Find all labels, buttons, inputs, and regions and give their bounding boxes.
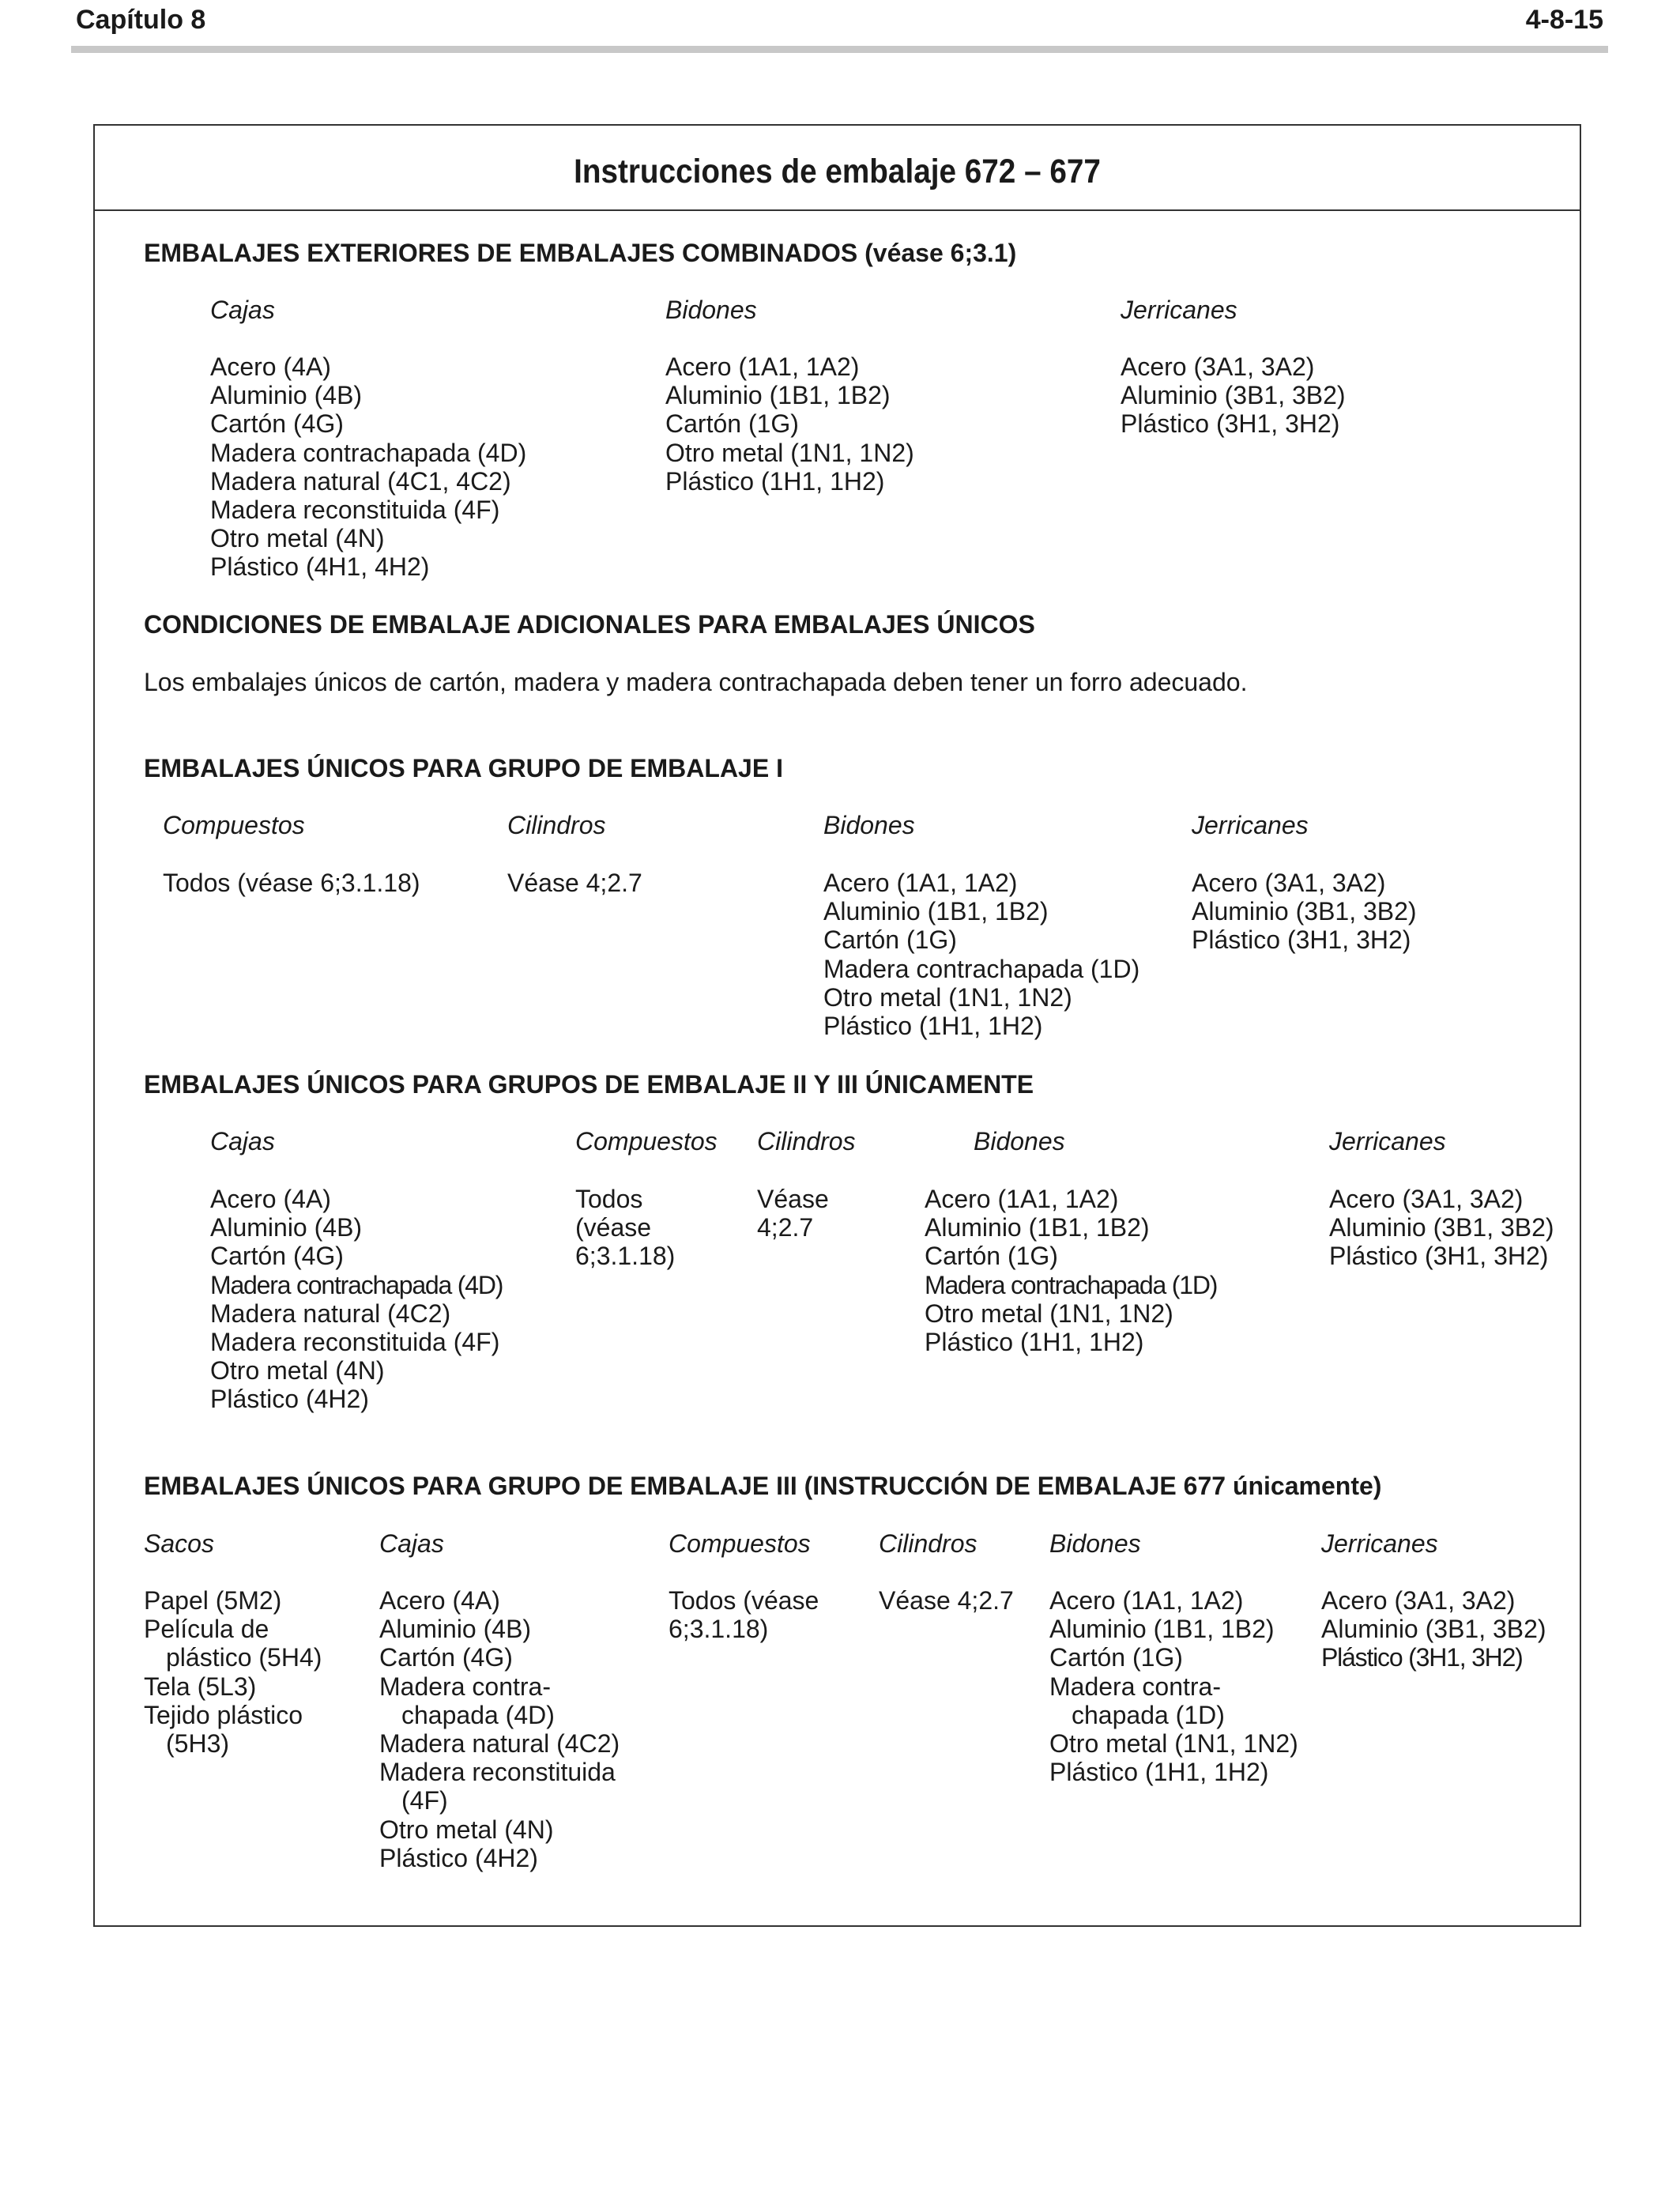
list-item: 6;3.1.18) bbox=[669, 1615, 769, 1644]
list-item: Acero (4A) bbox=[210, 352, 331, 381]
list-item: Madera contrachapada (1D) bbox=[823, 954, 1140, 983]
column-list-cilindros bbox=[507, 869, 642, 897]
list-item: Aluminio (4B) bbox=[210, 381, 363, 410]
list-item: Madera contra- bbox=[1049, 1672, 1221, 1701]
column-list-compuestos bbox=[163, 869, 420, 897]
column-header: Jerricanes bbox=[1321, 1529, 1438, 1558]
list-item: Otro metal (1N1, 1N2) bbox=[925, 1299, 1173, 1328]
column-list-cajas bbox=[210, 1185, 503, 1414]
list-item: Plástico (1H1, 1H2) bbox=[925, 1328, 1144, 1357]
section-heading-combined-outer: EMBALAJES EXTERIORES DE EMBALAJES COMBINADOS (véase 6;3.1) bbox=[144, 239, 1017, 267]
column-list-jerricanes bbox=[1321, 1586, 1546, 1672]
column-list-bidones bbox=[823, 869, 1139, 1040]
list-item: chapada (4D) bbox=[401, 1700, 555, 1729]
list-item: Madera contrachapada (1D) bbox=[925, 1270, 1218, 1299]
list-item: Tejido plástico bbox=[144, 1700, 303, 1729]
section-heading-group-ii-iii: EMBALAJES ÚNICOS PARA GRUPOS DE EMBALAJE II Y III ÚNICAMENTE bbox=[144, 1070, 1034, 1099]
list-item: Plástico (4H2) bbox=[379, 1843, 538, 1872]
list-item: Aluminio (1B1, 1B2) bbox=[925, 1213, 1150, 1242]
column-header: Cilindros bbox=[507, 811, 606, 839]
conditions-text: Los embalajes únicos de cartón, madera y madera contrachapada deben tener un forro adecuado. bbox=[144, 668, 1248, 696]
list-item: Película de bbox=[144, 1615, 269, 1644]
list-item: Cartón (1G) bbox=[823, 925, 957, 955]
list-item: Plástico (1H1, 1H2) bbox=[1049, 1758, 1269, 1787]
list-item: Acero (1A1, 1A2) bbox=[665, 352, 860, 381]
box-title: Instrucciones de embalaje 672 – 677 bbox=[574, 153, 1101, 190]
list-item: 4;2.7 bbox=[757, 1213, 814, 1242]
list-item: Todos (véase bbox=[669, 1586, 819, 1615]
column-header: Bidones bbox=[823, 811, 915, 839]
column-list-cilindros bbox=[757, 1185, 829, 1242]
list-item: Véase 4;2.7 bbox=[507, 869, 642, 897]
column-list-jerricanes bbox=[1329, 1185, 1554, 1271]
column-list-sacos bbox=[144, 1586, 322, 1758]
list-item: Aluminio (3B1, 3B2) bbox=[1329, 1213, 1554, 1242]
list-item: Madera natural (4C2) bbox=[379, 1729, 620, 1759]
list-item: Plástico (1H1, 1H2) bbox=[665, 466, 885, 496]
list-item: Véase bbox=[757, 1185, 829, 1213]
column-header: Cajas bbox=[210, 296, 275, 324]
column-list-cilindros bbox=[879, 1586, 1014, 1615]
section-heading-additional-conditions: CONDICIONES DE EMBALAJE ADICIONALES PARA EMBALAJES ÚNICOS bbox=[144, 610, 1035, 639]
list-item: Aluminio (3B1, 3B2) bbox=[1121, 381, 1346, 410]
list-item: Todos (véase 6;3.1.18) bbox=[163, 869, 420, 897]
list-item: Acero (1A1, 1A2) bbox=[1049, 1586, 1244, 1615]
column-header: Jerricanes bbox=[1192, 811, 1309, 839]
list-item: Madera reconstituida (4F) bbox=[210, 496, 500, 525]
list-item: Acero (4A) bbox=[379, 1586, 500, 1615]
list-item: Madera contra- bbox=[379, 1672, 551, 1701]
list-item: Papel (5M2) bbox=[144, 1586, 282, 1615]
list-item: plástico (5H4) bbox=[166, 1643, 322, 1672]
list-item: Madera contrachapada (4D) bbox=[210, 1270, 503, 1299]
column-list-jerricanes bbox=[1192, 869, 1417, 955]
list-item: Cartón (4G) bbox=[210, 409, 344, 439]
list-item: Tela (5L3) bbox=[144, 1672, 257, 1701]
list-item: Acero (3A1, 3A2) bbox=[1192, 869, 1386, 897]
list-item: Otro metal (4N) bbox=[379, 1815, 554, 1844]
page-number: 4-8-15 bbox=[1525, 5, 1603, 35]
list-item: Otro metal (1N1, 1N2) bbox=[1049, 1729, 1298, 1759]
header-divider bbox=[71, 46, 1608, 53]
list-item: Madera reconstituida (4F) bbox=[210, 1328, 500, 1357]
list-item: (4F) bbox=[401, 1786, 448, 1815]
list-item: chapada (1D) bbox=[1072, 1700, 1225, 1729]
list-item: Cartón (1G) bbox=[665, 409, 799, 439]
list-item: Plástico (4H2) bbox=[210, 1385, 369, 1414]
packing-instructions-box bbox=[93, 124, 1581, 1927]
column-list-bidones bbox=[665, 352, 914, 496]
list-item: Plástico (4H1, 4H2) bbox=[210, 552, 430, 582]
list-item: Aluminio (3B1, 3B2) bbox=[1321, 1615, 1546, 1644]
list-item: Madera contrachapada (4D) bbox=[210, 438, 527, 467]
column-header: Compuestos bbox=[575, 1127, 718, 1155]
list-item: Cartón (1G) bbox=[1049, 1643, 1183, 1672]
list-item: Otro metal (1N1, 1N2) bbox=[665, 438, 914, 467]
list-item: Aluminio (1B1, 1B2) bbox=[823, 897, 1049, 926]
list-item: Aluminio (1B1, 1B2) bbox=[665, 381, 891, 410]
column-header: Cilindros bbox=[757, 1127, 856, 1155]
list-item: Plástico (3H1, 3H2) bbox=[1329, 1242, 1549, 1271]
box-title-row bbox=[95, 126, 1580, 211]
list-item: Cartón (4G) bbox=[210, 1242, 344, 1271]
list-item: Acero (3A1, 3A2) bbox=[1121, 352, 1315, 381]
list-item: Aluminio (4B) bbox=[210, 1213, 363, 1242]
list-item: Otro metal (4N) bbox=[210, 524, 385, 553]
list-item: Acero (1A1, 1A2) bbox=[925, 1185, 1119, 1213]
list-item: Cartón (4G) bbox=[379, 1643, 513, 1672]
list-item: Otro metal (1N1, 1N2) bbox=[823, 982, 1072, 1012]
column-header: Bidones bbox=[665, 296, 757, 324]
list-item: Plástico (3H1, 3H2) bbox=[1121, 409, 1340, 439]
column-header: Cajas bbox=[210, 1127, 275, 1155]
list-item: Otro metal (4N) bbox=[210, 1356, 385, 1385]
section-heading-group-iii-677: EMBALAJES ÚNICOS PARA GRUPO DE EMBALAJE III (INSTRUCCIÓN DE EMBALAJE 677 únicamente) bbox=[144, 1472, 1382, 1500]
list-item: Véase 4;2.7 bbox=[879, 1586, 1014, 1615]
column-list-bidones bbox=[1049, 1586, 1298, 1786]
list-item: Aluminio (1B1, 1B2) bbox=[1049, 1615, 1275, 1644]
list-item: Madera reconstituida bbox=[379, 1758, 616, 1787]
column-header: Sacos bbox=[144, 1529, 214, 1558]
list-item: Aluminio (3B1, 3B2) bbox=[1192, 897, 1417, 926]
chapter-label: Capítulo 8 bbox=[76, 5, 206, 35]
column-header: Jerricanes bbox=[1329, 1127, 1446, 1155]
column-header: Bidones bbox=[974, 1127, 1065, 1155]
list-item: 6;3.1.18) bbox=[575, 1242, 676, 1271]
list-item: Madera natural (4C2) bbox=[210, 1299, 451, 1328]
column-header: Jerricanes bbox=[1121, 296, 1237, 324]
list-item: Acero (1A1, 1A2) bbox=[823, 869, 1018, 897]
column-header: Bidones bbox=[1049, 1529, 1141, 1558]
column-list-compuestos bbox=[575, 1185, 675, 1271]
column-list-cajas bbox=[379, 1586, 620, 1872]
column-list-bidones bbox=[925, 1185, 1217, 1356]
list-item: Plástico (3H1, 3H2) bbox=[1321, 1643, 1523, 1672]
list-item: Acero (3A1, 3A2) bbox=[1329, 1185, 1524, 1213]
list-item: Cartón (1G) bbox=[925, 1242, 1058, 1271]
list-item: Todos bbox=[575, 1185, 643, 1213]
column-list-cajas bbox=[210, 352, 526, 582]
page-header bbox=[71, 5, 1608, 49]
list-item: Madera natural (4C1, 4C2) bbox=[210, 466, 511, 496]
column-header: Cajas bbox=[379, 1529, 444, 1558]
list-item: (5H3) bbox=[166, 1729, 230, 1759]
column-header: Compuestos bbox=[669, 1529, 811, 1558]
section-heading-group-i: EMBALAJES ÚNICOS PARA GRUPO DE EMBALAJE I bbox=[144, 754, 783, 782]
column-header: Cilindros bbox=[879, 1529, 977, 1558]
column-list-compuestos bbox=[669, 1586, 819, 1643]
list-item: (véase bbox=[575, 1213, 652, 1242]
list-item: Plástico (3H1, 3H2) bbox=[1192, 925, 1411, 955]
list-item: Acero (3A1, 3A2) bbox=[1321, 1586, 1516, 1615]
list-item: Plástico (1H1, 1H2) bbox=[823, 1012, 1043, 1041]
list-item: Aluminio (4B) bbox=[379, 1615, 532, 1644]
column-list-jerricanes bbox=[1121, 352, 1346, 439]
column-header: Compuestos bbox=[163, 811, 305, 839]
list-item: Acero (4A) bbox=[210, 1185, 331, 1213]
